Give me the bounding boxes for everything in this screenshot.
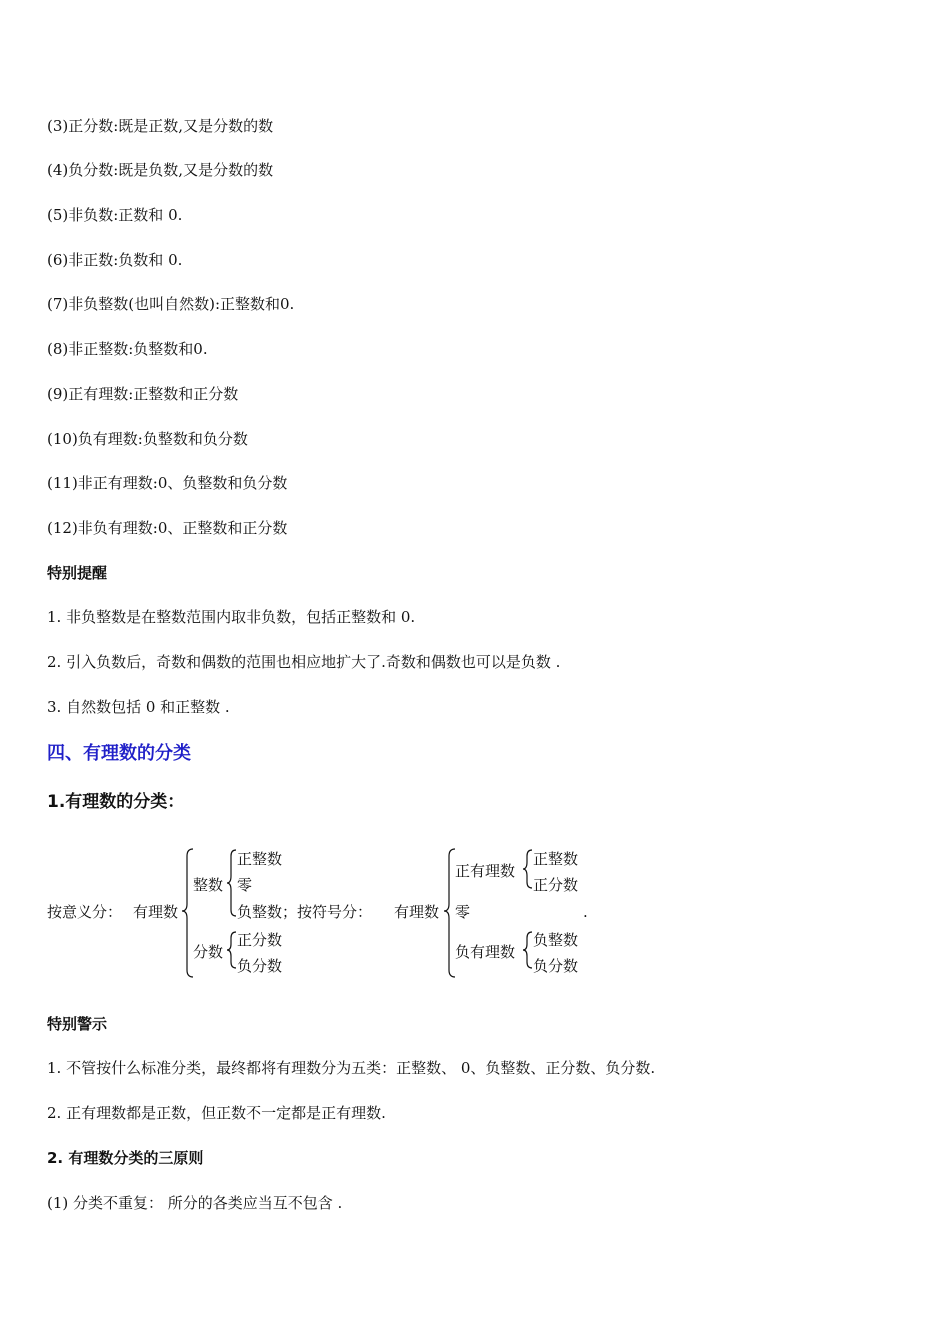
zero-label: 零 xyxy=(237,876,253,894)
negative-integer-by-sign-label: 负整数；按符号分： xyxy=(237,903,373,921)
negative-integer-label-2: 负整数 xyxy=(533,931,579,949)
definition-8: (8)非正整数:负整数和0. xyxy=(47,340,208,358)
warning-item-2: 2. 正有理数都是正数，但正数不一定都是正有理数. xyxy=(47,1104,386,1122)
negative-fraction-label: 负分数 xyxy=(237,957,283,975)
definition-9: (9)正有理数:正整数和正分数 xyxy=(47,385,239,403)
fraction-label: 分数 xyxy=(193,943,224,961)
reminder-item-1: 1. 非负整数是在整数范围内取非负数，包括正整数和 0. xyxy=(47,608,416,626)
warning-item-1: 1. 不管按什么标准分类，最终都将有理数分为五类：正整数、 0、负整数、正分数、负分数. xyxy=(47,1059,656,1077)
section-title: 四、有理数的分类 xyxy=(47,743,191,764)
positive-fraction-label: 正分数 xyxy=(237,931,283,949)
reminder-item-2: 2. 引入负数后，奇数和偶数的范围也相应地扩大了.奇数和偶数也可以是负数 . xyxy=(47,653,561,671)
definition-6: (6)非正数:负数和 0. xyxy=(47,251,183,269)
positive-integer-label: 正整数 xyxy=(237,850,283,868)
rational-label-2: 有理数 xyxy=(394,903,440,921)
definition-11: (11)非正有理数:0、负整数和负分数 xyxy=(47,474,288,492)
rational-label: 有理数 xyxy=(133,903,179,921)
negative-rational-label: 负有理数 xyxy=(455,943,516,961)
positive-rational-label: 正有理数 xyxy=(455,862,516,880)
section-subtitle: 1.有理数的分类： xyxy=(47,792,185,812)
diagram-period: . xyxy=(583,903,588,921)
positive-integer-label-2: 正整数 xyxy=(533,850,579,868)
definition-3: (3)正分数:既是正数,又是分数的数 xyxy=(47,117,274,135)
integer-label: 整数 xyxy=(193,876,224,894)
definition-10: (10)负有理数:负整数和负分数 xyxy=(47,430,248,448)
definition-4: (4)负分数:既是负数,又是分数的数 xyxy=(47,161,274,179)
principles-title: 2. 有理数分类的三原则 xyxy=(47,1149,204,1167)
definition-12: (12)非负有理数:0、正整数和正分数 xyxy=(47,519,288,537)
reminder-item-3: 3. 自然数包括 0 和正整数 . xyxy=(47,698,230,716)
positive-fraction-label-2: 正分数 xyxy=(533,876,579,894)
reminder-title: 特别提醒 xyxy=(47,564,108,582)
definition-7: (7)非负整数(也叫自然数):正整数和0. xyxy=(47,295,295,313)
zero-label-2: 零 xyxy=(455,903,471,921)
principle-item-1: (1) 分类不重复： 所分的各类应当互不包含 . xyxy=(47,1194,343,1212)
by-meaning-label: 按意义分： xyxy=(47,903,123,921)
warning-title: 特别警示 xyxy=(47,1015,108,1033)
negative-fraction-label-2: 负分数 xyxy=(533,957,579,975)
definition-5: (5)非负数:正数和 0. xyxy=(47,206,183,224)
